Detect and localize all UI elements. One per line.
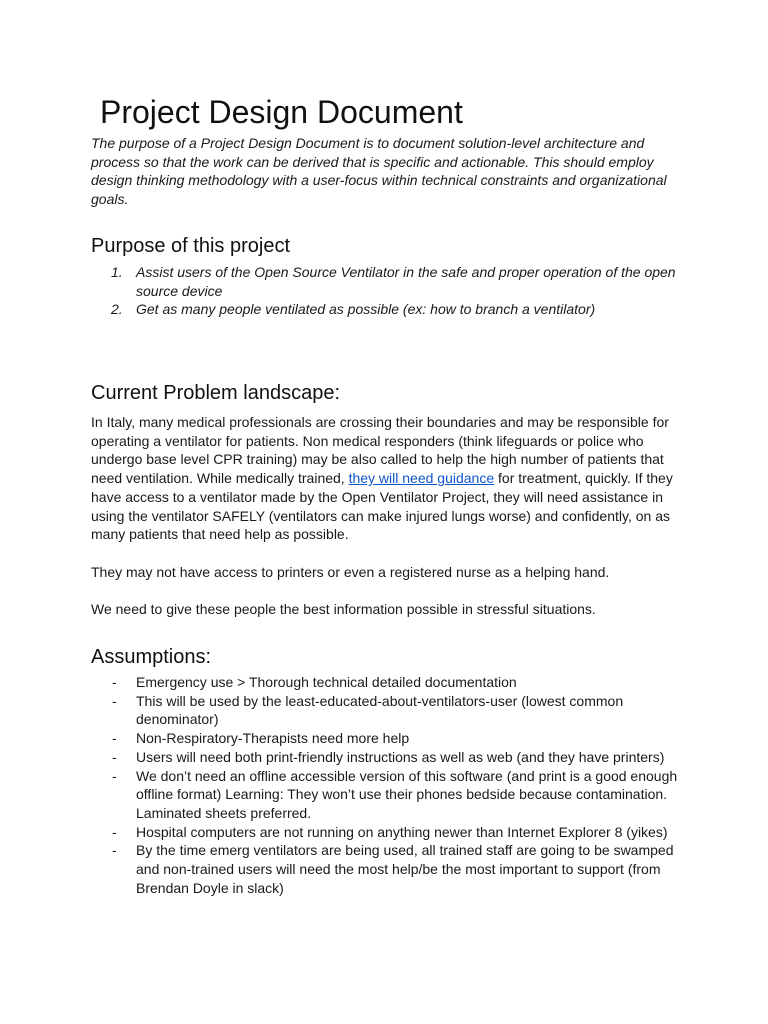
problem-heading: Current Problem landscape: — [91, 382, 341, 404]
bullet-dash: - — [112, 748, 117, 765]
bullet-dash: - — [112, 674, 117, 690]
assumption-text: We don’t need an offline accessible version of this software (and print is a good enough offline format) Learning: They won’t use their phones bedside because contamination. Laminated sheets preferred. — [136, 767, 678, 821]
purpose-heading: Purpose of this project — [91, 235, 290, 257]
best-information-paragraph: We need to give these people the best information possible in stressful situations. — [91, 601, 596, 617]
purpose-list-item — [91, 300, 681, 319]
assumption-item — [91, 748, 681, 767]
assumption-text: This will be used by the least-educated-about-ventilators-user (lowest common denominator) — [136, 692, 624, 728]
assumption-item — [91, 841, 681, 897]
assumption-text: Emergency use > Thorough technical detailed documentation — [136, 674, 517, 690]
bullet-dash: - — [112, 730, 117, 747]
assumption-item — [91, 673, 681, 692]
assumptions-heading: Assumptions: — [91, 646, 212, 668]
purpose-list — [91, 263, 681, 319]
list-item-text: Get as many people ventilated as possible (ex: how to branch a ventilator) — [136, 301, 596, 318]
assumption-item — [91, 692, 681, 729]
problem-paragraph — [91, 413, 681, 544]
bullet-dash: - — [112, 842, 117, 859]
problem-text-before-link: In Italy, many medical professionals are crossing their boundaries and may be responsible for operating a ventilator for patients. Non medical responders (think lifeguards or police who undergo base level CPR training) may be also called to help the high number of patients that need ventilation. While medically trained, — [91, 414, 669, 487]
bullet-dash: - — [112, 692, 117, 709]
assumption-text: Users will need both print-friendly instructions as well as web (and they have printers) — [136, 748, 665, 765]
assumption-item — [91, 729, 681, 748]
assumption-item — [91, 823, 681, 842]
assumptions-list — [91, 673, 681, 897]
document-title: Project Design Document — [100, 94, 463, 130]
guidance-link[interactable]: they will need guidance — [348, 470, 495, 487]
list-number: 2. — [111, 301, 123, 318]
list-number: 1. — [111, 264, 123, 280]
assumption-text: Non-Respiratory-Therapists need more help — [136, 730, 410, 747]
assumption-text: Hospital computers are not running on anything newer than Internet Explorer 8 (yikes) — [136, 823, 668, 840]
problem-text-after-link: for treatment, quickly. If they have access to a ventilator made by the Open Ventilator Project, they will need assistance in using the ventilator SAFELY (ventilators can make injured lungs worse) and confidently, on as many patients that need help as possible. — [91, 470, 673, 543]
printers-paragraph: They may not have access to printers or even a registered nurse as a helping hand. — [91, 564, 610, 580]
bullet-dash: - — [112, 767, 117, 784]
bullet-dash: - — [112, 823, 117, 840]
assumption-text: By the time emerg ventilators are being used, all trained staff are going to be swamped and non-trained users will need the most help/be the most important to support (from Brendan Doyle in slack) — [136, 842, 674, 896]
purpose-list-item — [91, 263, 681, 300]
intro-paragraph: The purpose of a Project Design Document is to document solution-level architecture and process so that the work can be derived that is specific and actionable. This should employ design thinking methodology with a user-focus within technical constraints and organizational goals. — [91, 135, 667, 208]
assumption-item — [91, 767, 681, 823]
list-item-text: Assist users of the Open Source Ventilator in the safe and proper operation of the open source device — [136, 264, 676, 299]
